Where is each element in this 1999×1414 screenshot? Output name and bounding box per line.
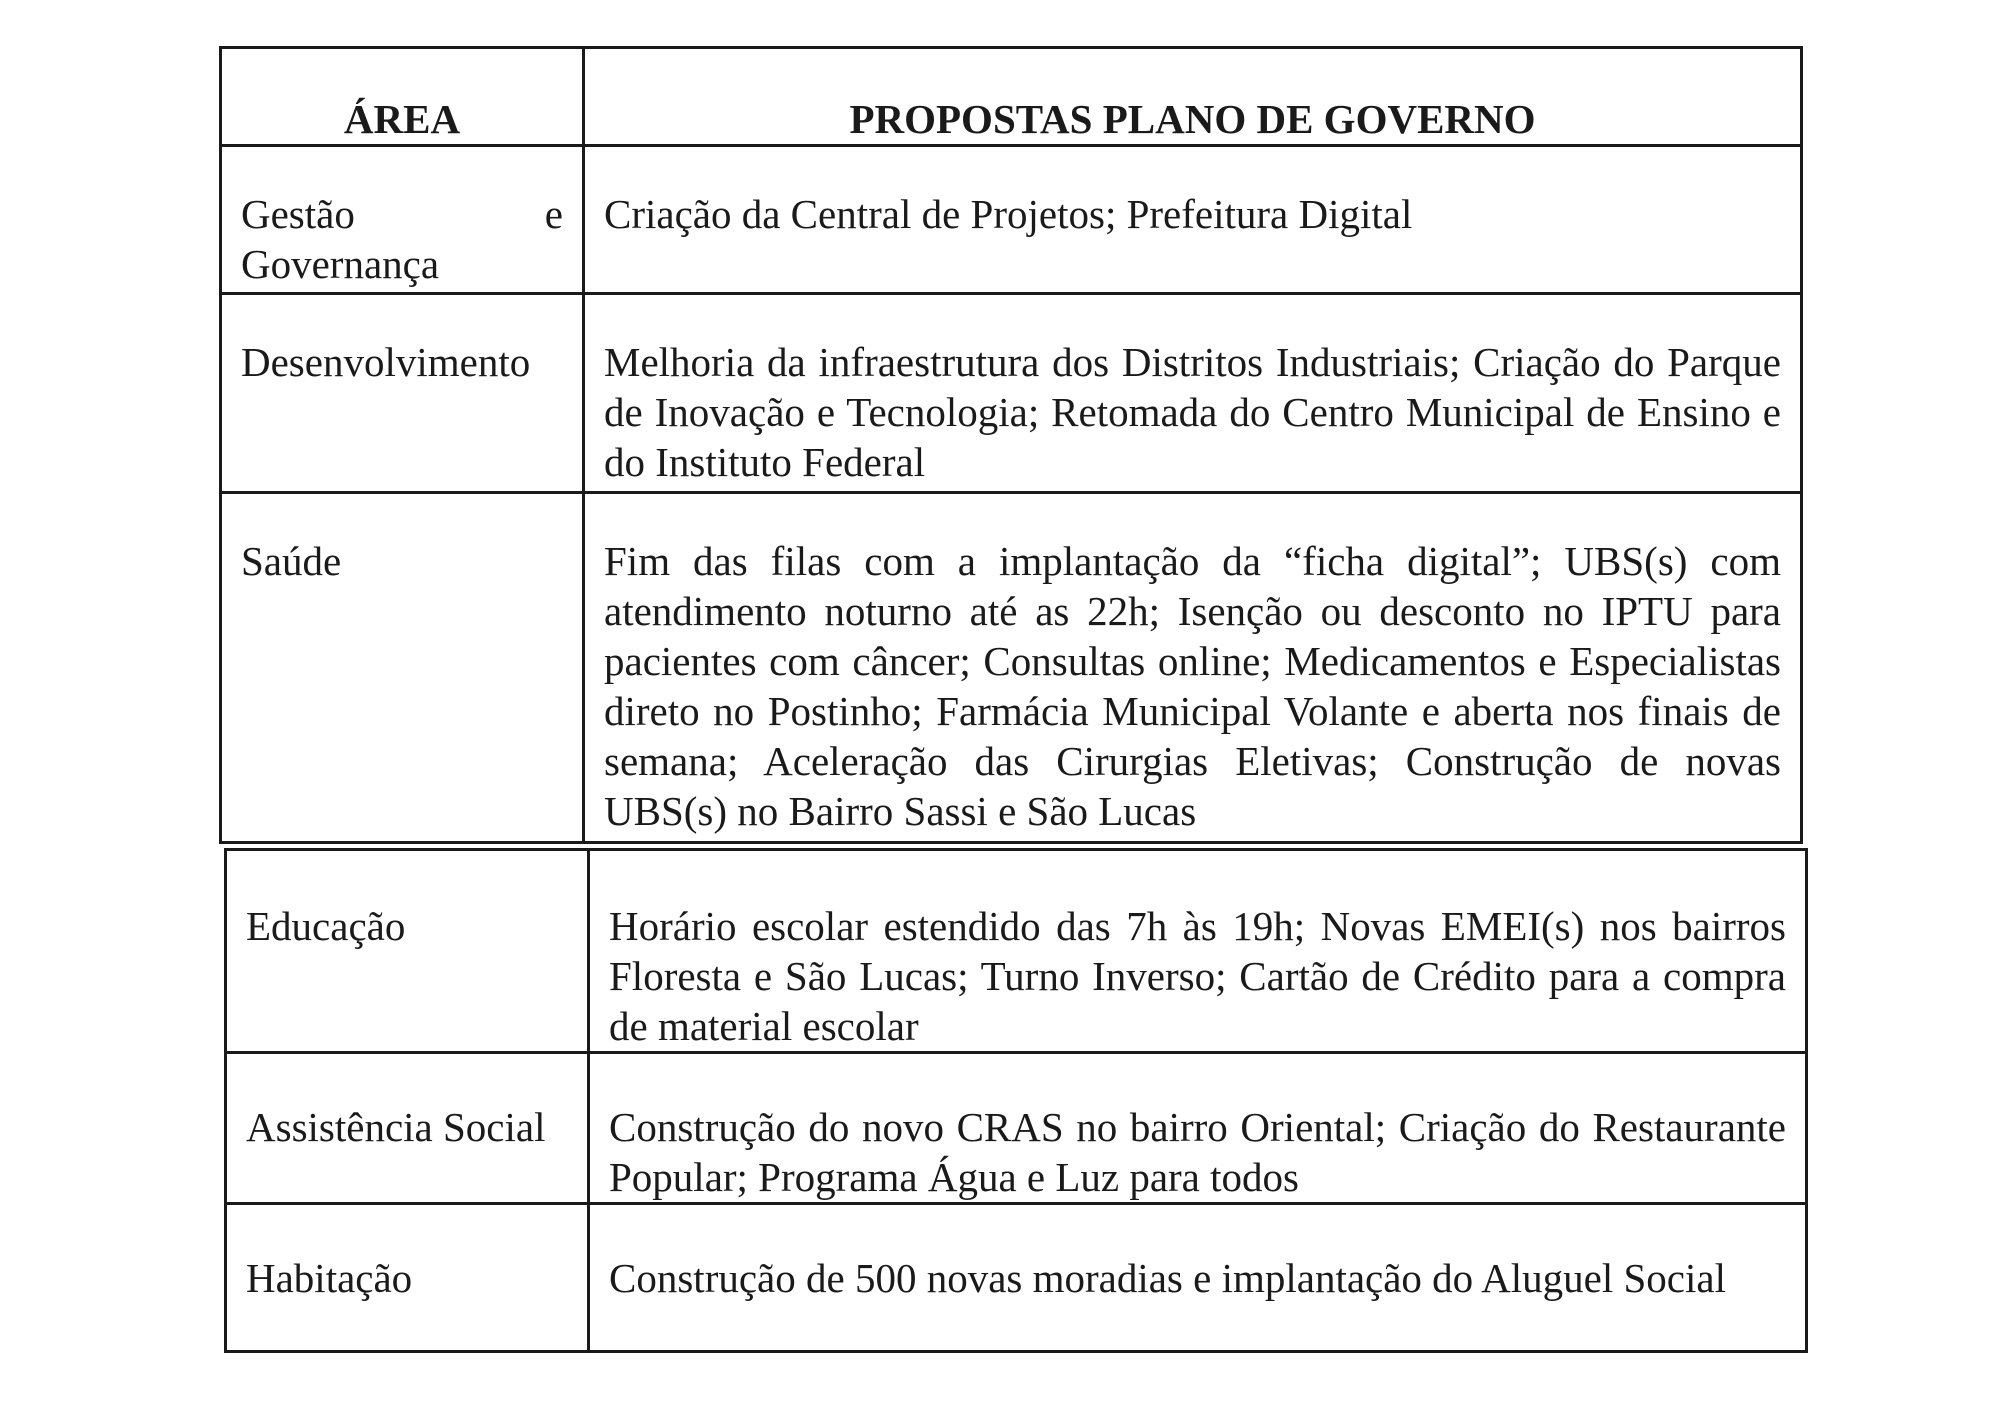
area-cell-desenvolvimento <box>221 294 584 493</box>
area-label: Gestão e Governança <box>241 191 563 287</box>
proposals-table-top <box>219 46 1803 844</box>
header-area: ÁREA <box>221 48 584 146</box>
proposals-text: Fim das filas com a implantação da “ficha digital”; UBS(s) com atendimento noturno até as 22h; Isenção ou desconto no IPTU para pacientes com câncer; Consultas online; Medicamentos e Especialistas direto no Postinho; Farmácia Municipal Volante e aberta nos finais de semana; Aceleração das Cirurgias Eletivas; Construção de novas UBS(s) no Bairro Sassi e São Lucas <box>604 538 1781 834</box>
area-label: Educação <box>246 903 406 949</box>
area-label: Habitação <box>246 1255 413 1301</box>
proposals-cell-assistencia <box>589 1053 1807 1204</box>
proposals-text: Criação da Central de Projetos; Prefeitura Digital <box>604 191 1413 237</box>
area-cell-saude <box>221 493 584 843</box>
proposals-cell-educacao <box>589 850 1807 1053</box>
area-cell-assistencia <box>226 1053 589 1204</box>
area-cell-gestao <box>221 146 584 294</box>
area-cell-habitacao <box>226 1204 589 1352</box>
proposals-text: Construção do novo CRAS no bairro Oriental; Criação do Restaurante Popular; Programa Água e Luz para todos <box>609 1104 1786 1200</box>
area-label: Assistência Social <box>246 1104 546 1150</box>
table-row <box>221 493 1802 843</box>
proposals-text: Melhoria da infraestrutura dos Distritos Industriais; Criação do Parque de Inovação e Tecnologia; Retomada do Centro Municipal de Ensino e do Instituto Federal <box>604 339 1781 485</box>
proposals-cell-gestao <box>584 146 1802 294</box>
proposals-table-bottom <box>224 848 1808 1353</box>
table-row <box>226 1053 1807 1204</box>
proposals-text: Horário escolar estendido das 7h às 19h; Novas EMEI(s) nos bairros Floresta e São Lucas; Turno Inverso; Cartão de Crédito para a compra de material escolar <box>609 903 1786 1049</box>
proposals-cell-saude <box>584 493 1802 843</box>
area-label: Desenvolvimento <box>241 339 531 385</box>
table-header-row <box>221 48 1802 146</box>
table-row <box>226 1204 1807 1352</box>
table-row <box>221 294 1802 493</box>
area-label: Saúde <box>241 538 342 584</box>
area-cell-educacao <box>226 850 589 1053</box>
proposals-text: Construção de 500 novas moradias e implantação do Aluguel Social <box>609 1255 1726 1301</box>
table-row <box>226 850 1807 1053</box>
header-proposals: PROPOSTAS PLANO DE GOVERNO <box>584 48 1802 146</box>
proposals-cell-desenvolvimento <box>584 294 1802 493</box>
proposals-cell-habitacao <box>589 1204 1807 1352</box>
table-row <box>221 146 1802 294</box>
